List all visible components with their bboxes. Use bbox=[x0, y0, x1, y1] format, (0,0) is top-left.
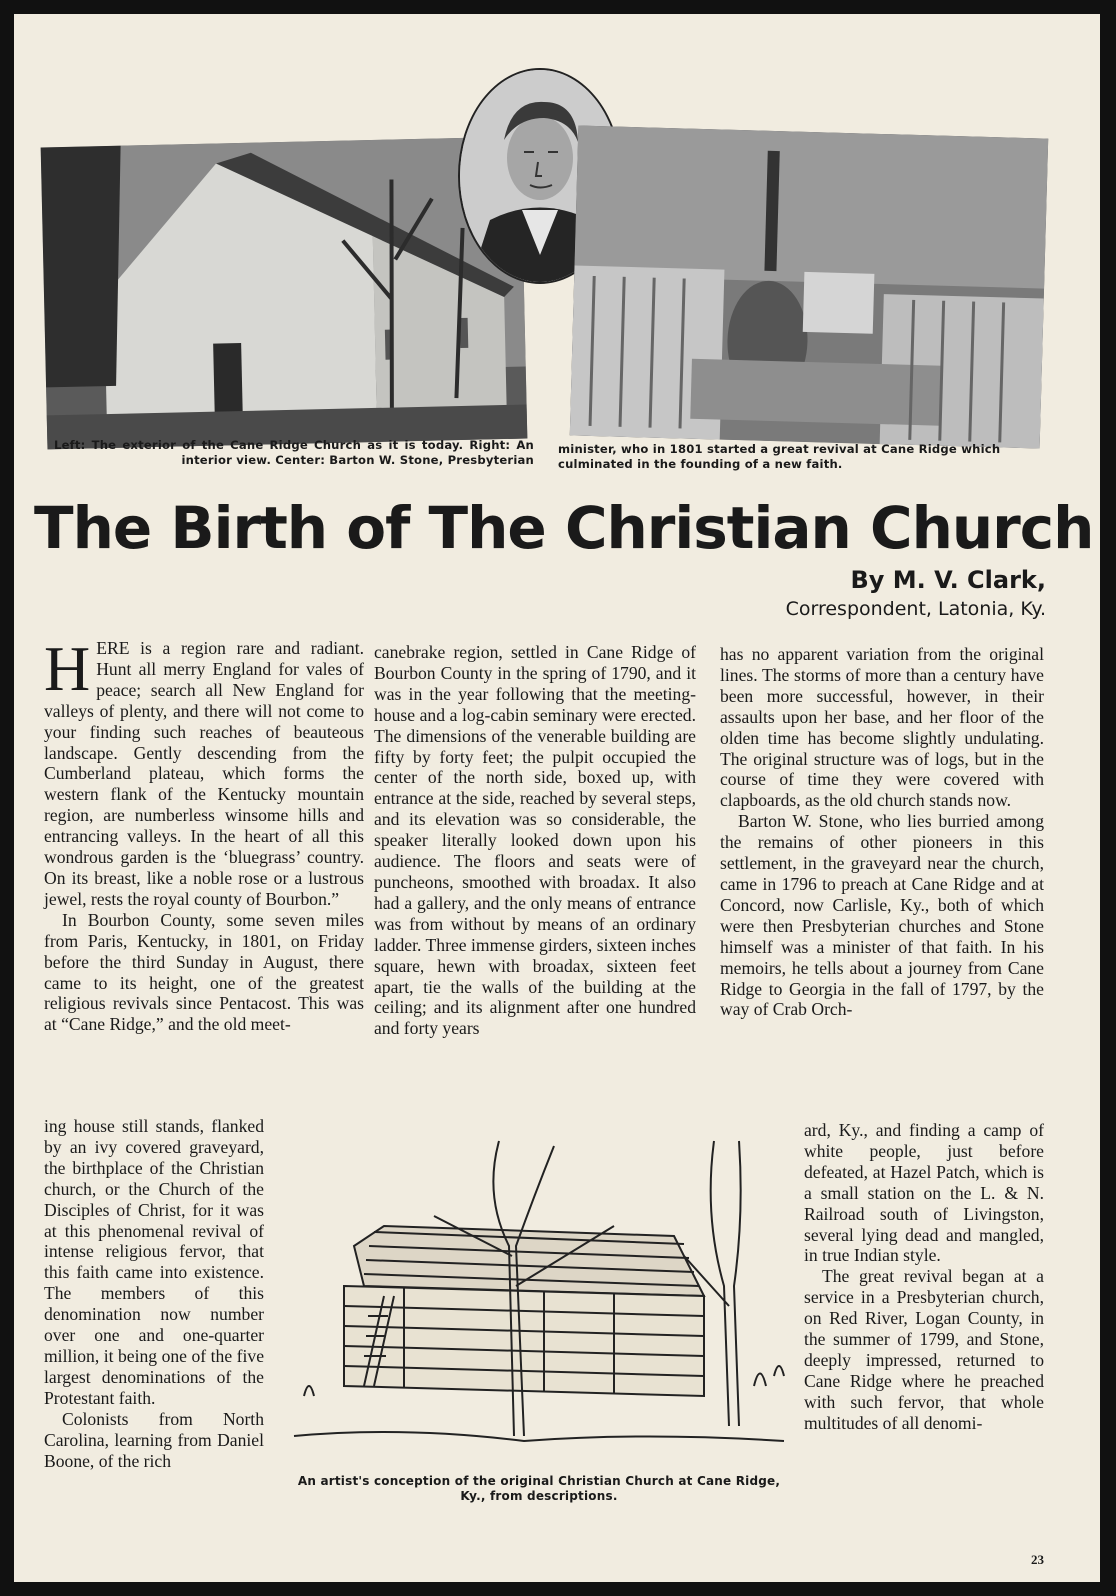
photo-caption-left: Left: The exterior of the Cane Ridge Church as it is today. Right: An interior view. Center: Barton W. Stone, Presbyterian bbox=[54, 438, 534, 467]
drop-cap: H bbox=[44, 633, 91, 704]
paragraph: Colonists from North Carolina, learning from Daniel Boone, of the rich bbox=[44, 1408, 264, 1471]
author-name: By M. V. Clark, bbox=[850, 566, 1046, 594]
opening-paragraph bbox=[44, 633, 364, 910]
paragraph: ing house still stands, flanked by an ivy covered graveyard, the birthplace of the Christian church, or the Church of the Disciples of Christ, for it was at this phenomenal revival of intense religious fervor, that this faith came into existence. The members of this denomination now number over one and one-quarter million, it being one of the five largest denominations of the Protestant faith. bbox=[44, 1116, 264, 1408]
author-affiliation: Correspondent, Latonia, Ky. bbox=[785, 598, 1046, 620]
magazine-page bbox=[14, 14, 1100, 1582]
byline bbox=[786, 566, 1046, 620]
church-interior-photo bbox=[570, 125, 1048, 448]
church-exterior-photo bbox=[41, 137, 528, 450]
paragraph: Barton W. Stone, who lies burried among the remains of other pioneers in this settlement, in the graveyard near the church, came in 1796 to preach at Cane Ridge and at Concord, now Carlisle, Ky., both of which were then Presbyterian churches and Stone himself was a minister of that faith. In his memoirs, he tells about a journey from Cane Ridge to Georgia in the fall of 1797, by the way of Crab Orch- bbox=[720, 811, 1044, 1020]
page-number: 23 bbox=[1031, 1552, 1044, 1567]
paragraph-text: ERE is a region rare and radiant. Hunt all merry England for vales of peace; search all New England for valleys of plenty, and there will not come to your finding such reaches of beauteous landscape. Gently descending from the Cumberland plateau, which forms the western flank of the Kentucky mountain region, are numberless winsome hills and entrancing valleys. In the heart of all this wondrous garden is the ‘bluegrass’ country. On its breast, like a noble rose or a lustrous jewel, rests the royal county of Bourbon.” bbox=[44, 638, 364, 909]
paragraph: In Bourbon County, some seven miles from Paris, Kentucky, in 1801, on Friday before the third Sunday in August, there came to its height, one of the greatest religious revivals since Pentacost. This was at “Cane Ridge,” and the old meet- bbox=[44, 909, 364, 1035]
log-church-illustration bbox=[284, 1136, 794, 1472]
article-column-1 bbox=[44, 633, 364, 1035]
article-column-3 bbox=[720, 644, 1044, 1020]
illustration-caption: An artist's conception of the original Christian Church at Cane Ridge, Ky., from descriptions. bbox=[297, 1474, 781, 1503]
paragraph: The great revival began at a service in a Presbyterian church, on Red River, Logan County, in the summer of 1799, and Stone, deeply impressed, returned to Cane Ridge where he preached with such fervor, that whole multitudes of all denomi- bbox=[804, 1266, 1044, 1433]
paragraph: has no apparent variation from the original lines. The storms of more than a century have been more successful, however, in their assaults upon her base, and her floor of the olden time has become slightly undulating. The original structure was of logs, but in the course of time they were covered with clapboards, as the old church stands now. bbox=[720, 644, 1044, 811]
article-title: The Birth of The Christian Church bbox=[34, 494, 1094, 562]
photo-caption-right: minister, who in 1801 started a great revival at Cane Ridge which culminated in the founding of a new faith. bbox=[558, 442, 1001, 471]
paragraph: ard, Ky., and finding a camp of white people, just before defeated, at Hazel Patch, which is a small station on the L. & N. Railroad south of Livingston, several lying dead and mangled, in true Indian style. bbox=[804, 1120, 1044, 1266]
paragraph: canebrake region, settled in Cane Ridge of Bourbon County in the spring of 1790, and it was in the year following that the meeting-house and a log-cabin seminary were erected. The dimensions of the venerable building are fifty by forty feet; the pulpit occupied the center of the north side, boxed up, with entrance at the side, reached by several steps, and its elevation was so considerable, the speaker literally looked down upon his audience. The floors and seats were of puncheons, smoothed with broadax. It also had a gallery, and the only means of entrance was from without by means of an ordinary ladder. Three immense girders, sixteen inches square, hewn with broadax, sixteen feet apart, tie the walls of the building at the ceiling; and its alignment after one hundred and forty years bbox=[374, 642, 696, 1039]
article-column-1-narrow bbox=[44, 1116, 264, 1471]
article-column-2 bbox=[374, 642, 696, 1039]
article-column-3-narrow bbox=[804, 1120, 1044, 1434]
